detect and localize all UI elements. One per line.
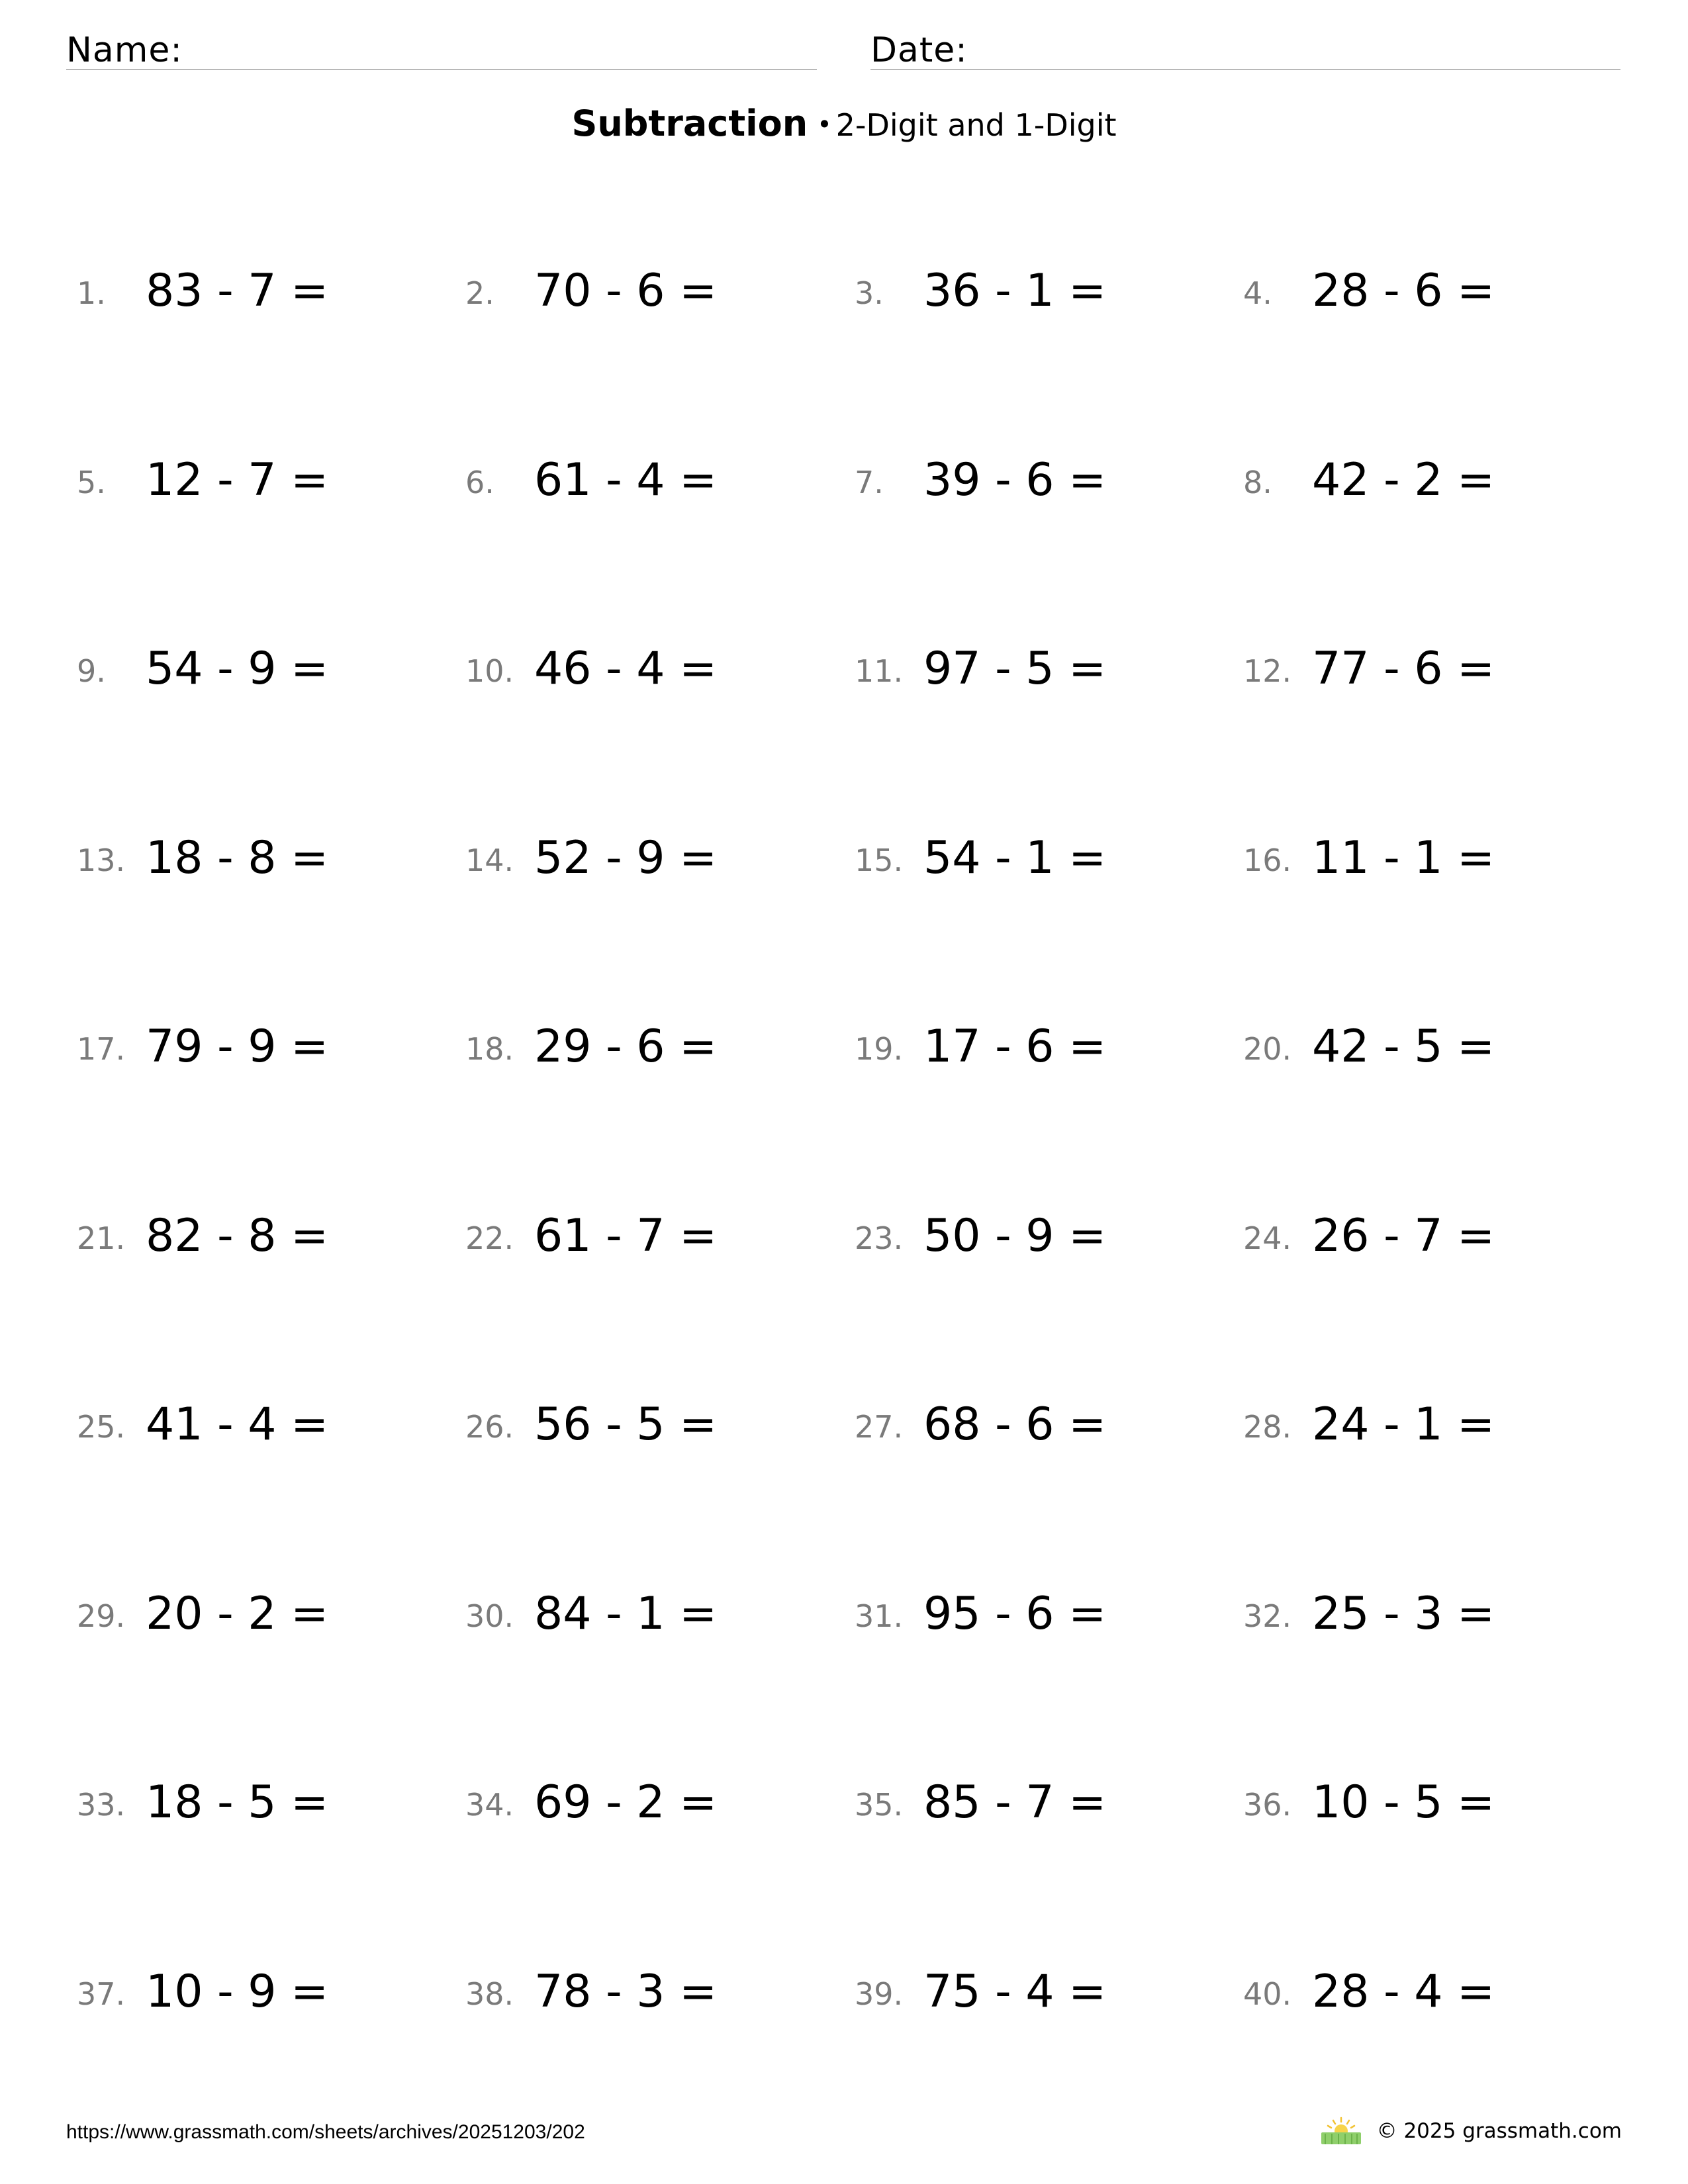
problem-expression: 56 - 5 = (534, 1398, 718, 1451)
problem-expression: 54 - 9 = (146, 643, 329, 695)
problem-item (855, 643, 1199, 696)
problem-number: 40. (1243, 1976, 1292, 2012)
name-label: Name: (66, 30, 183, 70)
problem-expression: 79 - 9 = (146, 1021, 329, 1073)
problem-number: 36. (1243, 1787, 1292, 1823)
problem-item (1243, 454, 1587, 507)
problem-number: 3. (855, 275, 884, 311)
problem-item (77, 454, 421, 507)
problem-item (1243, 1021, 1587, 1073)
problem-item (465, 265, 810, 318)
problem-item (855, 1398, 1199, 1451)
problem-expression: 70 - 6 = (534, 265, 718, 317)
problem-item (77, 1776, 421, 1829)
problem-number: 27. (855, 1409, 904, 1445)
footer-url: https://www.grassmath.com/sheets/archives/20251203/202 (66, 2121, 585, 2143)
problem-expression: 28 - 4 = (1312, 1966, 1495, 2018)
problem-item (465, 1588, 810, 1641)
problem-item (1243, 1966, 1587, 2019)
problem-expression: 18 - 8 = (146, 832, 329, 884)
problem-item (1243, 1398, 1587, 1451)
problem-item (77, 1966, 421, 2019)
problem-number: 6. (465, 465, 494, 500)
problem-number: 10. (465, 653, 514, 689)
problem-number: 30. (465, 1598, 514, 1634)
title-subtitle: 2-Digit and 1-Digit (835, 107, 1117, 143)
problem-item (465, 1210, 810, 1263)
problem-item (77, 1021, 421, 1073)
problem-expression: 18 - 5 = (146, 1776, 329, 1829)
problem-expression: 42 - 5 = (1312, 1021, 1495, 1073)
problem-number: 15. (855, 842, 904, 878)
problem-expression: 75 - 4 = (923, 1966, 1107, 2018)
problem-expression: 78 - 3 = (534, 1966, 718, 2018)
problem-item (1243, 1210, 1587, 1263)
problem-item (1243, 832, 1587, 885)
problem-expression: 83 - 7 = (146, 265, 329, 317)
footer-copyright: © 2025 grassmath.com (1376, 2119, 1622, 2143)
problem-expression: 39 - 6 = (923, 454, 1107, 506)
problem-expression: 50 - 9 = (923, 1210, 1107, 1262)
problem-expression: 54 - 1 = (923, 832, 1107, 884)
problem-item (1243, 1776, 1587, 1829)
problem-number: 35. (855, 1787, 904, 1823)
problem-number: 28. (1243, 1409, 1292, 1445)
date-label: Date: (870, 30, 968, 70)
problem-expression: 61 - 4 = (534, 454, 718, 506)
problem-item (465, 1966, 810, 2019)
problem-item (465, 1021, 810, 1073)
problem-number: 2. (465, 275, 494, 311)
problem-expression: 28 - 6 = (1312, 265, 1495, 317)
problem-expression: 12 - 7 = (146, 454, 329, 506)
problem-expression: 20 - 2 = (146, 1588, 329, 1640)
problem-number: 33. (77, 1787, 126, 1823)
footer-brand (1317, 2116, 1622, 2146)
problem-number: 9. (77, 653, 106, 689)
name-field[interactable] (66, 26, 817, 70)
problem-expression: 29 - 6 = (534, 1021, 718, 1073)
problem-item (465, 1776, 810, 1829)
problem-number: 38. (465, 1976, 514, 2012)
problem-item (77, 265, 421, 318)
problem-number: 20. (1243, 1031, 1292, 1067)
problem-item (855, 1021, 1199, 1073)
problem-number: 18. (465, 1031, 514, 1067)
title-main: Subtraction (571, 103, 808, 144)
problem-expression: 52 - 9 = (534, 832, 718, 884)
problem-number: 11. (855, 653, 904, 689)
problem-expression: 68 - 6 = (923, 1398, 1107, 1451)
problem-expression: 36 - 1 = (923, 265, 1107, 317)
grass-sun-logo-icon (1317, 2116, 1365, 2146)
problem-number: 34. (465, 1787, 514, 1823)
problem-number: 22. (465, 1220, 514, 1256)
problem-item (855, 1966, 1199, 2019)
problem-expression: 82 - 8 = (146, 1210, 329, 1262)
problem-number: 29. (77, 1598, 126, 1634)
problem-item (77, 832, 421, 885)
problem-expression: 85 - 7 = (923, 1776, 1107, 1829)
problem-number: 7. (855, 465, 884, 500)
problem-expression: 26 - 7 = (1312, 1210, 1495, 1262)
problem-item (465, 832, 810, 885)
problem-number: 37. (77, 1976, 126, 2012)
problem-expression: 41 - 4 = (146, 1398, 329, 1451)
problem-expression: 69 - 2 = (534, 1776, 718, 1829)
problem-number: 24. (1243, 1220, 1292, 1256)
worksheet-title (0, 103, 1688, 144)
problem-expression: 11 - 1 = (1312, 832, 1495, 884)
problem-item (465, 643, 810, 696)
problem-expression: 10 - 5 = (1312, 1776, 1495, 1829)
problem-number: 21. (77, 1220, 126, 1256)
problem-item (855, 265, 1199, 318)
problem-item (77, 1588, 421, 1641)
problem-item (855, 1588, 1199, 1641)
problem-expression: 77 - 6 = (1312, 643, 1495, 695)
problem-item (855, 454, 1199, 507)
problem-number: 8. (1243, 465, 1272, 500)
problem-expression: 95 - 6 = (923, 1588, 1107, 1640)
problem-number: 12. (1243, 653, 1292, 689)
problem-item (855, 1776, 1199, 1829)
problem-number: 23. (855, 1220, 904, 1256)
problem-number: 39. (855, 1976, 904, 2012)
problem-expression: 61 - 7 = (534, 1210, 718, 1262)
problem-number: 19. (855, 1031, 904, 1067)
problem-expression: 46 - 4 = (534, 643, 718, 695)
problem-item (77, 1210, 421, 1263)
problem-item (855, 1210, 1199, 1263)
problem-item (1243, 265, 1587, 318)
problem-expression: 17 - 6 = (923, 1021, 1107, 1073)
problem-item (465, 1398, 810, 1451)
problem-number: 4. (1243, 275, 1272, 311)
problem-item (1243, 643, 1587, 696)
problem-number: 14. (465, 842, 514, 878)
problem-expression: 84 - 1 = (534, 1588, 718, 1640)
problem-number: 1. (77, 275, 106, 311)
title-separator: • (817, 110, 832, 139)
problem-expression: 25 - 3 = (1312, 1588, 1495, 1640)
problem-item (855, 832, 1199, 885)
problem-expression: 24 - 1 = (1312, 1398, 1495, 1451)
problem-expression: 97 - 5 = (923, 643, 1107, 695)
problem-number: 25. (77, 1409, 126, 1445)
problem-number: 16. (1243, 842, 1292, 878)
problem-number: 13. (77, 842, 126, 878)
problem-item (77, 1398, 421, 1451)
problem-number: 31. (855, 1598, 904, 1634)
problem-item (465, 454, 810, 507)
problem-number: 26. (465, 1409, 514, 1445)
problem-number: 32. (1243, 1598, 1292, 1634)
problem-number: 5. (77, 465, 106, 500)
date-field[interactable] (870, 26, 1620, 70)
problem-item (77, 643, 421, 696)
problem-item (1243, 1588, 1587, 1641)
problem-number: 17. (77, 1031, 126, 1067)
problem-expression: 10 - 9 = (146, 1966, 329, 2018)
problem-expression: 42 - 2 = (1312, 454, 1495, 506)
